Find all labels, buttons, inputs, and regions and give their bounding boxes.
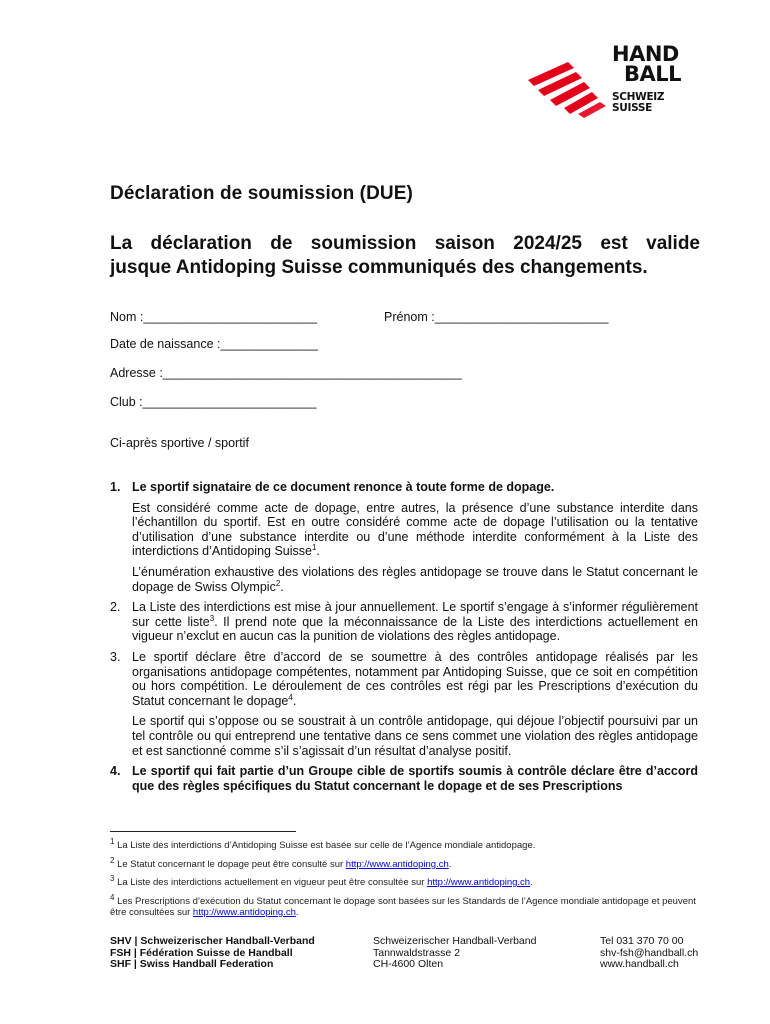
footnote: $^2$ Le Statut concernant le dopage peut être consulté sur http://www.antidoping.ch. <box>110 855 452 870</box>
document-subtitle <box>110 232 700 280</box>
footer-address: Schweizerischer Handball-Verband Tannwaldstrasse 2 CH-4600 Olten <box>373 935 537 970</box>
item-number: 4. <box>110 764 121 779</box>
item-paragraph: Le sportif qui s’oppose ou se soustrait à un contrôle antidopage, qui déjoue l’objectif poursuivi par un tel contrôle ou qui entreprend une tentative dans ce sens commet une violation des règles antidopage et est sanctionné comme s’il s’agissait d’un résultat d’analyse positif. <box>132 714 698 758</box>
declaration-items <box>110 480 698 793</box>
footer-contact <box>600 936 698 971</box>
antidoping-link[interactable]: http://www.antidoping.ch <box>427 877 531 888</box>
logo-text-schweiz: SCHWEIZ <box>612 91 665 103</box>
logo-text-ball: BALL <box>624 62 682 86</box>
ci-apres-text: Ci-après sportive / sportif <box>110 436 249 450</box>
footnote: $^3$ La Liste des interdictions actuellement en vigueur peut être consultée sur http://www.antidoping.ch. <box>110 873 533 888</box>
footnote-separator <box>110 831 296 832</box>
subtitle-line-2: jusque Antidoping Suisse communiqués des changements. <box>110 257 648 278</box>
item-heading: Le sportif signataire de ce document renonce à toute forme de dopage. <box>132 480 555 494</box>
item-number: 2. <box>110 600 121 615</box>
antidoping-link[interactable]: http://www.antidoping.ch <box>192 907 296 918</box>
footer-website[interactable]: www.handball.ch <box>600 958 679 970</box>
footnote: $^1$ La Liste des interdictions d’Antidoping Suisse est basée sur celle de l’Agence mondiale antidopage. <box>110 836 536 851</box>
footer-federation-names: SHV | Schweizerischer Handball-Verband FSH | Fédération Suisse de Handball SHF | Swiss Handball Federation <box>110 935 315 970</box>
field-prenom[interactable]: Prénom :_________________________ <box>384 310 609 324</box>
antidoping-link[interactable]: http://www.antidoping.ch <box>345 858 449 870</box>
document-title: Déclaration de soumission (DUE) <box>110 183 413 204</box>
footer-email[interactable]: shv-fsh@handball.ch <box>600 946 699 959</box>
footer-phone: Tel 031 370 70 00 <box>600 935 684 947</box>
item-paragraph: Le sportif qui fait partie d’un Groupe cible de sportifs soumis à contrôle déclare être d’accord que des règles spécifiques du Statut concernant le dopage et de ses Prescriptions <box>132 764 698 793</box>
list-item <box>110 480 698 594</box>
logo-text-hand: HAND <box>612 42 679 66</box>
field-date-de-naissance[interactable]: Date de naissance :______________ <box>110 337 318 351</box>
item-number: 1. <box>110 480 121 494</box>
list-item <box>110 650 698 758</box>
subtitle-line-1: La déclaration de soumission saison 2024/25 est valide <box>110 233 700 254</box>
handball-schweiz-logo <box>528 42 688 122</box>
field-club[interactable]: Club :_________________________ <box>110 395 317 409</box>
item-paragraph: Est considéré comme acte de dopage, entre autres, la présence d’une substance interdite dans l’échantillon du sportif. Est en outre considéré comme acte de dopage l’utilisation ou la tentative d’utilisation d’une substance interdite ou d’une méthode interdite conformément à la Liste des interdictions d’Antidoping Suisse$^1$. <box>132 500 698 559</box>
item-number: 3. <box>110 649 121 664</box>
list-item <box>110 600 698 644</box>
field-nom[interactable]: Nom :_________________________ <box>110 310 318 324</box>
list-item <box>110 764 698 793</box>
field-adresse[interactable]: Adresse :___________________________________________ <box>110 366 462 380</box>
footnote: $^4$ Les Prescriptions d’exécution du Statut concernant le dopage sont basées sur les Standards de l’Agence mondiale antidopage et peuvent être consultées sur http://www.antidoping.ch. <box>110 892 696 918</box>
logo-text-suisse: SUISSE <box>612 102 653 114</box>
item-paragraph: La Liste des interdictions est mise à jour annuellement. Le sportif s’engage à s’informer régulièrement sur cette liste$^3$. Il prend note que la méconnaissance de la Liste des interdictions actuellement en vigueur n’exclut en aucun cas la punition de violations des règles antidopage. <box>132 600 698 644</box>
item-paragraph: L’énumération exhaustive des violations des règles antidopage se trouve dans le Statut concernant le dopage de Swiss Olympic$^2$. <box>132 564 698 594</box>
item-paragraph: Le sportif déclare être d’accord de se soumettre à des contrôles antidopage réalisés par les organisations antidopage compétentes, notamment par Antidoping Suisse, que ce soit en compétition ou hors compétition. Le déroulement de ces contrôles est régi par les Prescriptions d’exécution du Statut concernant le dopage$^4$. <box>132 649 698 708</box>
footnotes <box>110 836 700 926</box>
